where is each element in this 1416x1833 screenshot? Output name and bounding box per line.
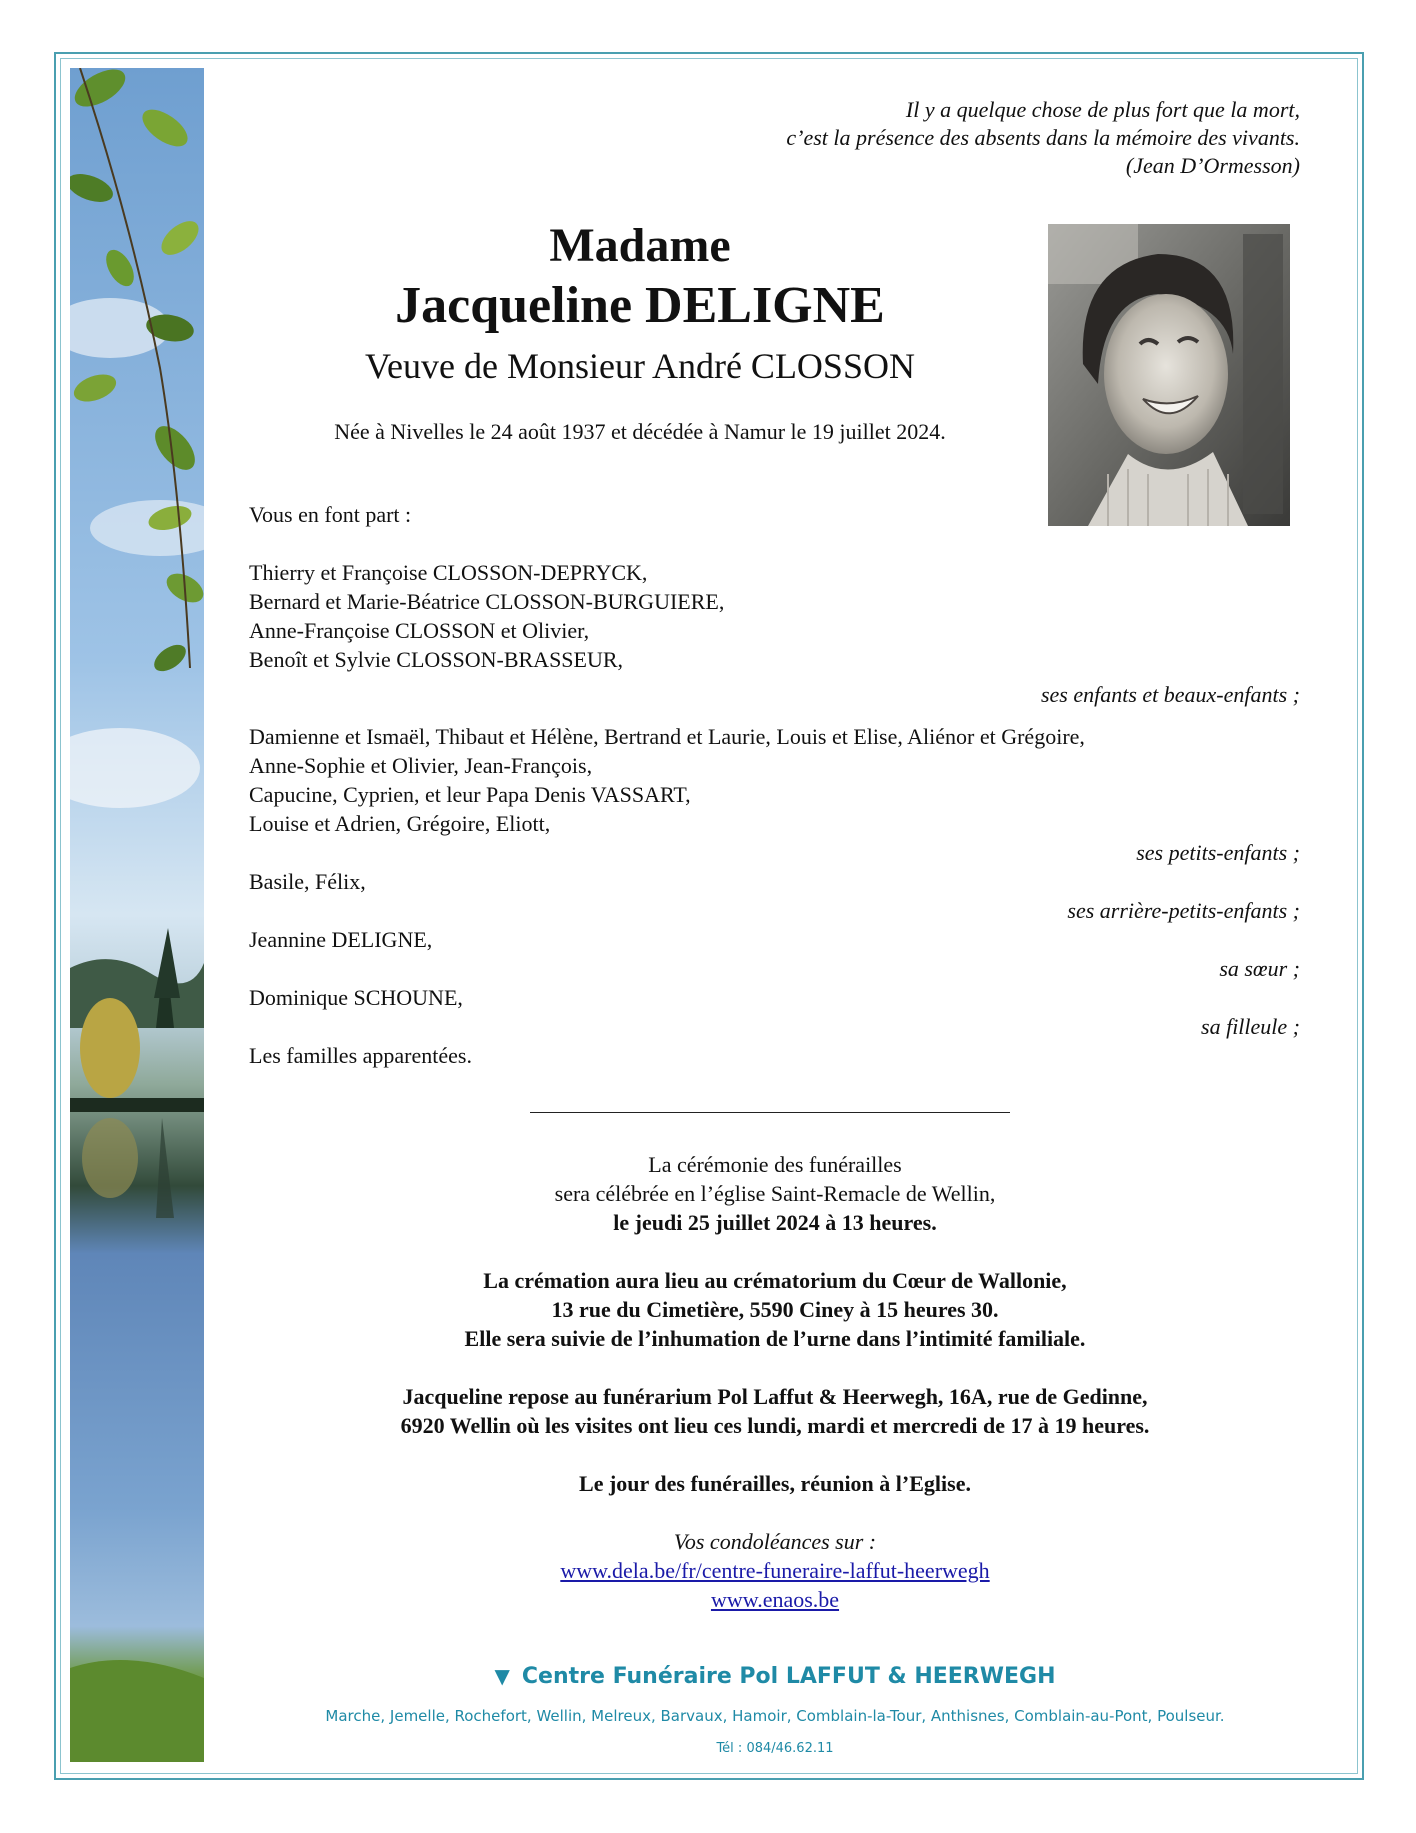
triangle-down-icon: ▼ [494,1664,510,1688]
list-item: Damienne et Ismaël, Thibaut et Hélène, Bertrand et Laurie, Louis et Elise, Aliénor et Grégoire, [249,724,1085,749]
ceremony-line-1: La cérémonie des funérailles [648,1152,902,1177]
deceased-title: Madame [549,219,731,272]
cremation-line-2: 13 rue du Cimetière, 5590 Ciney à 15 heures 30. [551,1297,999,1322]
announcement-intro: Vous en font part : [249,502,412,527]
list-item: Anne-Françoise CLOSSON et Olivier, [249,618,590,643]
visits-line-1: Jacqueline repose au funérarium Pol Laffut & Heerwegh, 16A, rue de Gedinne, [402,1384,1148,1409]
epigraph-quote [786,96,1300,180]
deceased-dates: Née à Nivelles le 24 août 1937 et décédée à Namur le 19 juillet 2024. [334,419,946,444]
goddaughter-label: sa filleule ; [1201,1014,1300,1039]
condolences-link-enaos[interactable]: www.enaos.be [710,1587,840,1612]
funeral-home-towns: Marche, Jemelle, Rochefort, Wellin, Melreux, Barvaux, Hamoir, Comblain-la-Tour, Anthisnes, Comblain-au-Pont, Poulseur. [325,1707,1225,1725]
list-item: Louise et Adrien, Grégoire, Eliott, [249,811,551,836]
list-item: Capucine, Cyprien, et leur Papa Denis VASSART, [249,782,691,807]
grandchildren-label: ses petits-enfants ; [1136,840,1300,865]
funeral-home-name [250,1664,1300,1689]
sister: Jeannine DELIGNE, [249,927,433,952]
list-item: Benoît et Sylvie CLOSSON-BRASSEUR, [249,647,624,672]
funeral-home-title: Centre Funéraire Pol LAFFUT & HEERWEGH [521,1664,1056,1689]
cremation-block [250,1266,1300,1353]
divider-line [530,1112,1010,1113]
goddaughter: Dominique SCHOUNE, [249,985,463,1010]
ceremony-line-2: sera célébrée en l’église Saint-Remacle de Wellin, [554,1181,996,1206]
list-item: Bernard et Marie-Béatrice CLOSSON-BURGUIERE, [249,589,725,614]
ceremony-block [250,1150,1300,1237]
decorative-landscape-strip [70,68,204,1762]
deceased-name: Jacqueline DELIGNE [395,277,885,334]
children-list [249,558,724,674]
cremation-line-1: La crémation aura lieu au crématorium du Cœur de Wallonie, [483,1268,1067,1293]
sister-label: sa sœur ; [1219,956,1300,981]
great-grandchildren-label: ses arrière-petits-enfants ; [1067,898,1300,923]
reunion-note: Le jour des funérailles, réunion à l’Eglise. [579,1471,971,1496]
portrait-photo [1048,224,1290,526]
great-grandchildren: Basile, Félix, [249,869,366,894]
quote-line-1: Il y a quelque chose de plus fort que la mort, [905,97,1300,122]
grandchildren-list [249,722,1085,838]
cremation-line-3: Elle sera suivie de l’inhumation de l’urne dans l’intimité familiale. [464,1326,1086,1351]
ceremony-date: le jeudi 25 juillet 2024 à 13 heures. [613,1210,937,1235]
quote-line-2: c’est la présence des absents dans la mémoire des vivants. [786,125,1300,150]
deceased-widow-line: Veuve de Monsieur André CLOSSON [365,346,915,386]
condolences-label: Vos condoléances sur : [673,1529,877,1554]
children-label: ses enfants et beaux-enfants ; [1040,682,1300,707]
condolences-block [250,1527,1300,1614]
list-item: Thierry et Françoise CLOSSON-DEPRYCK, [249,560,648,585]
visits-block [250,1382,1300,1440]
list-item: Anne-Sophie et Olivier, Jean-François, [249,753,593,778]
families: Les familles apparentées. [249,1043,472,1068]
visits-line-2: 6920 Wellin où les visites ont lieu ces lundi, mardi et mercredi de 17 à 19 heures. [400,1413,1150,1438]
funeral-home-phone: Tél : 084/46.62.11 [716,1741,834,1756]
condolences-link-dela[interactable]: www.dela.be/fr/centre-funeraire-laffut-heerwegh [560,1558,990,1583]
quote-author: (Jean D’Ormesson) [1125,153,1300,178]
